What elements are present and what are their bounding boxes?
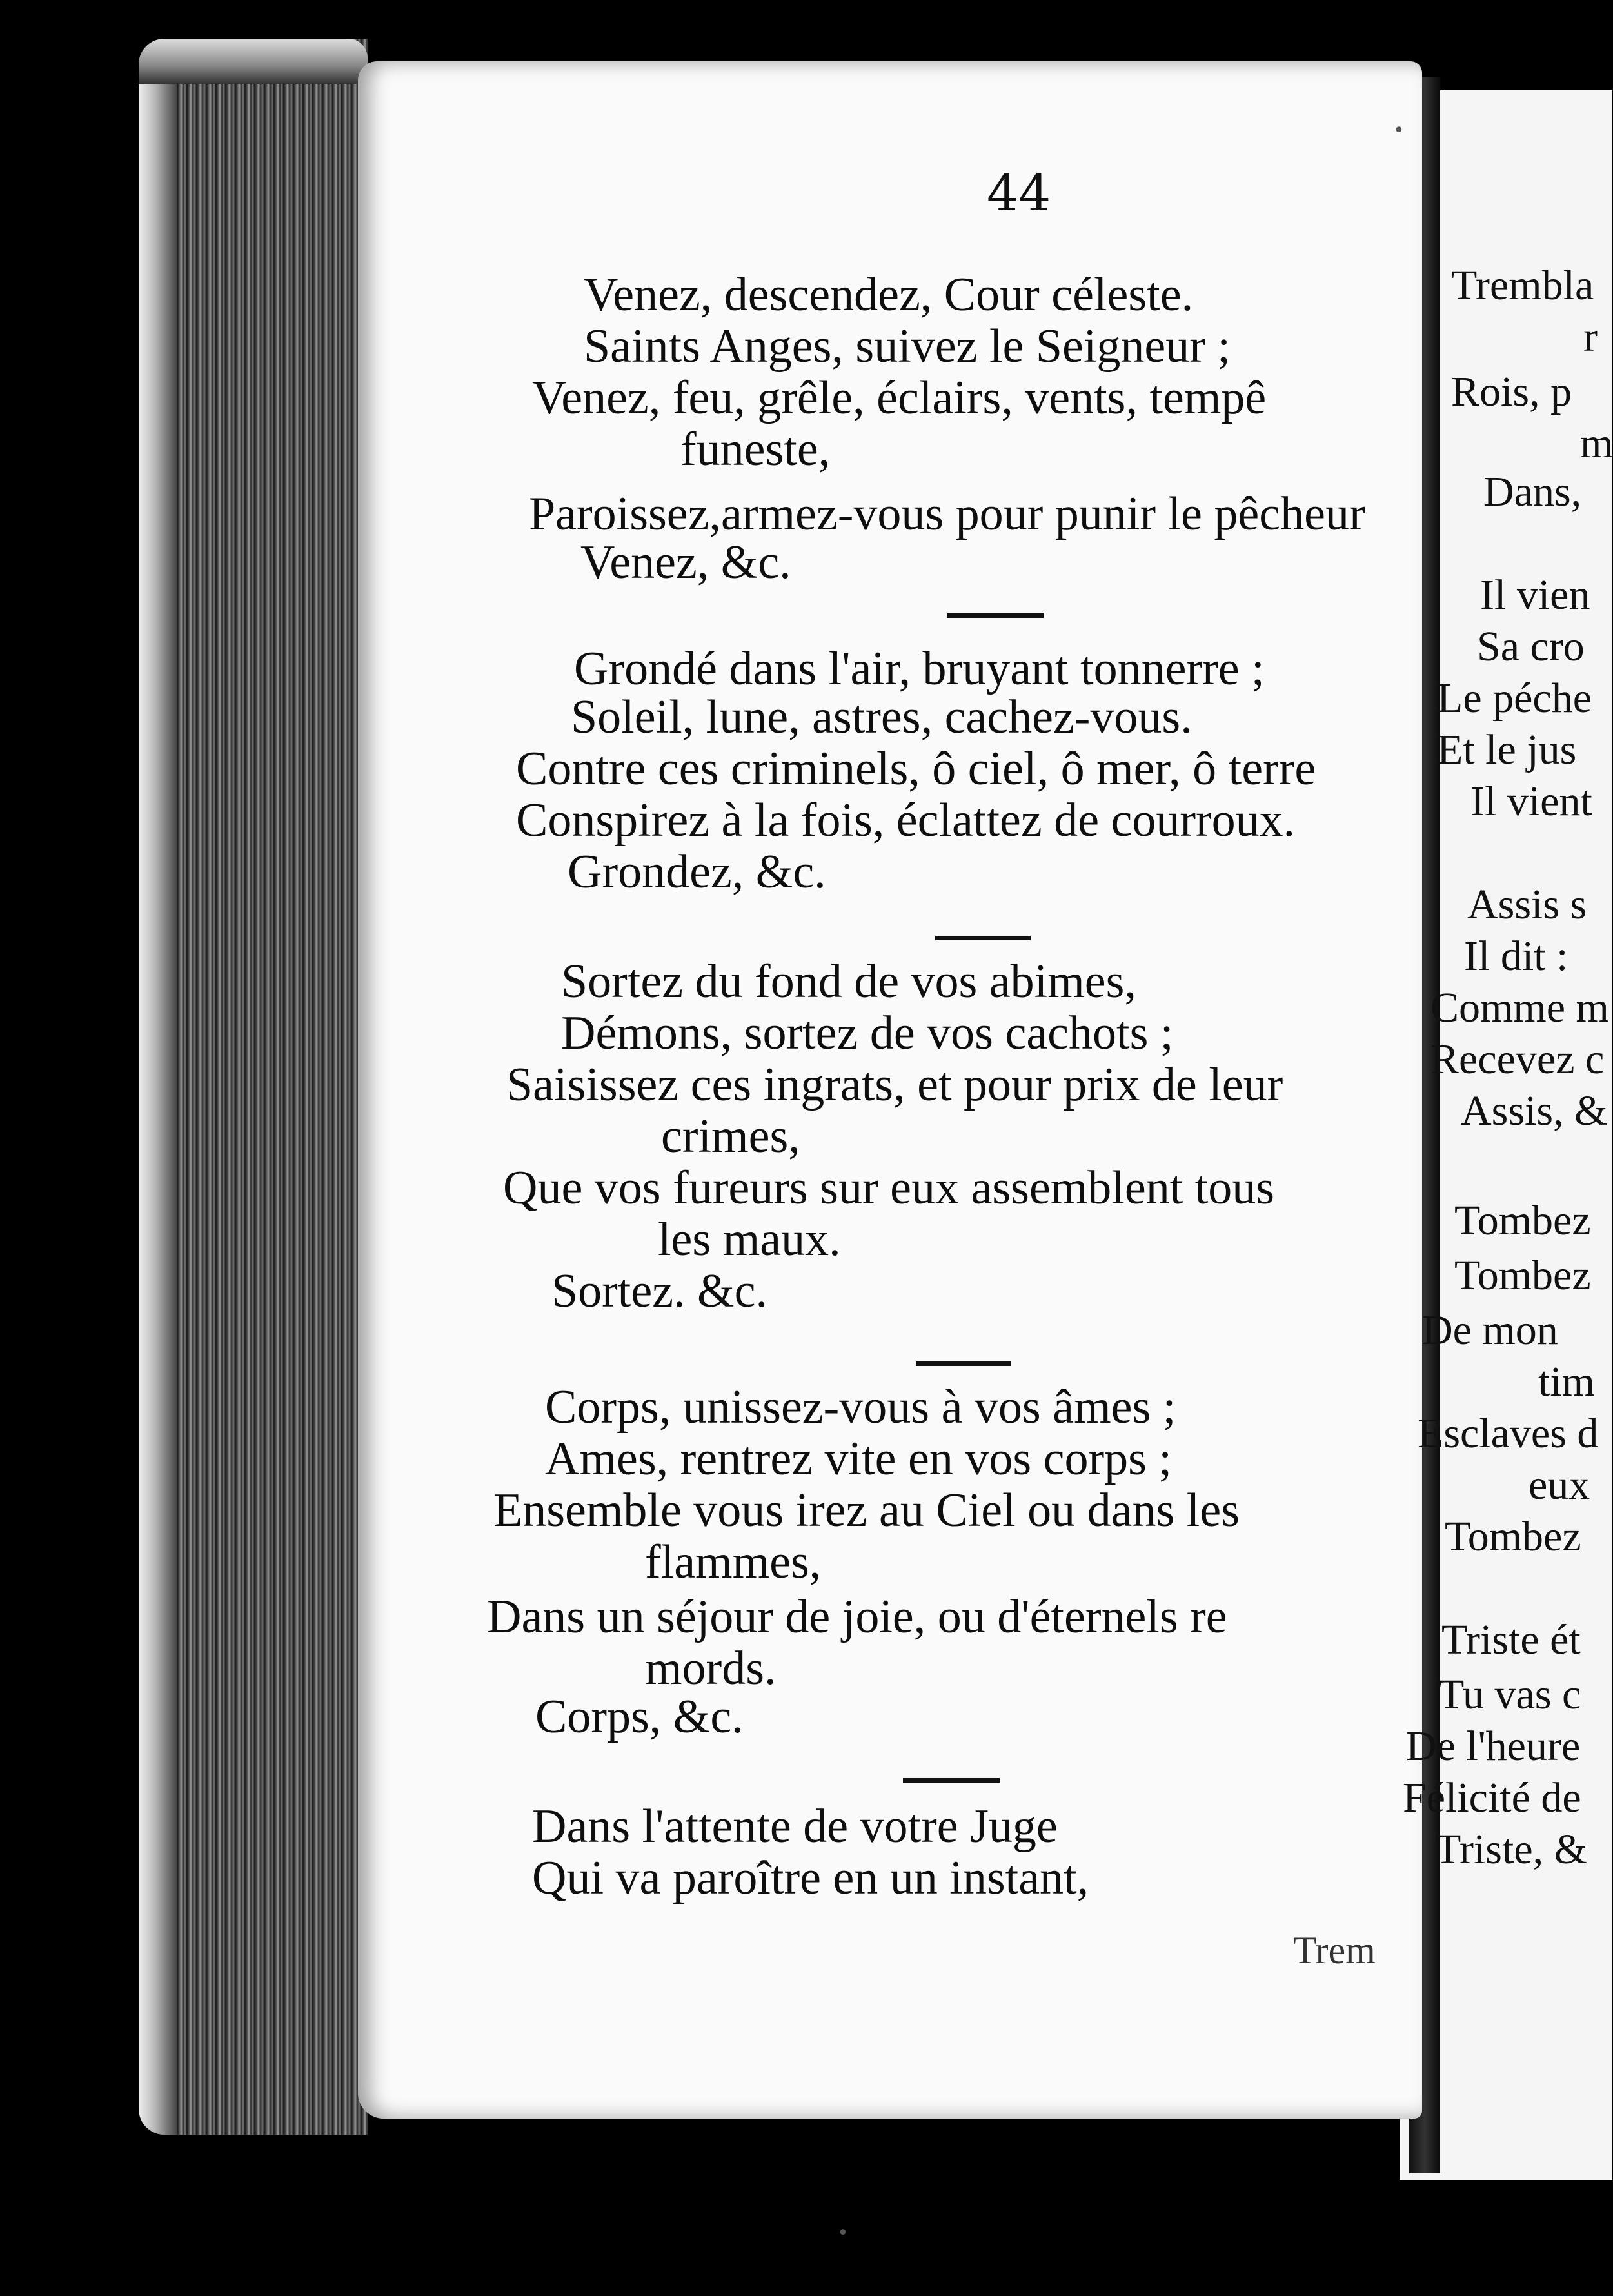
stanza-rule (916, 1361, 1011, 1366)
verse-line: Qui va paroître en un instant, (532, 1852, 1089, 1905)
verse-line: crimes, (661, 1110, 800, 1163)
verse-line: Ensemble vous irez au Ciel ou dans les (493, 1484, 1240, 1537)
stanza-rule (903, 1778, 1000, 1783)
verse-line: Saints Anges, suivez le Seigneur ; (584, 320, 1231, 373)
verse-line: Paroissez,armez-vous pour punir le pêcheur (529, 488, 1365, 540)
page-number: 44 (987, 164, 1051, 223)
verse-fragment: Félicité de (1403, 1774, 1581, 1821)
verse-line: Venez, feu, grêle, éclairs, vents, tempê (532, 371, 1267, 424)
verse-fragment: Tombez (1445, 1513, 1581, 1560)
verse-fragment: Il dit : (1464, 933, 1568, 980)
verse-fragment: De mon (1422, 1307, 1558, 1354)
page-fore-edge-top (139, 39, 368, 84)
verse-line: Venez, descendez, Cour céleste. (584, 268, 1194, 321)
verse-fragment: Comme m (1430, 984, 1609, 1031)
verse-fragment: Trembla (1451, 262, 1594, 309)
verse-fragment: Tombez (1454, 1252, 1591, 1299)
verse-fragment: Le péche (1437, 675, 1592, 722)
stanza-rule (935, 936, 1031, 940)
verse-fragment: eux (1529, 1461, 1590, 1509)
verse-line: Dans l'attente de votre Juge (532, 1800, 1058, 1853)
verse-line: Venez, &c. (580, 536, 791, 589)
verse-line: Démons, sortez de vos cachots ; (561, 1007, 1174, 1060)
verse-line: Grondé dans l'air, bruyant tonnerre ; (574, 642, 1265, 695)
verse-fragment: tim (1538, 1358, 1596, 1405)
verse-fragment: Triste, & (1435, 1826, 1587, 1873)
verse-fragment: Tu vas c (1438, 1671, 1581, 1718)
verse-fragment: Assis s (1467, 881, 1587, 928)
verse-line: Corps, &c. (535, 1690, 744, 1743)
verse-line: Conspirez à la fois, éclattez de courroux. (516, 794, 1296, 847)
verse-line: mords. (645, 1642, 777, 1695)
verse-fragment: Rois, p (1451, 368, 1572, 415)
scan-speck: • (837, 2222, 849, 2244)
verse-fragment: m (1580, 420, 1613, 467)
verse-fragment: Il vien (1480, 571, 1590, 619)
verse-fragment: Recevez c (1430, 1036, 1605, 1083)
catchword: Trem (1293, 1929, 1376, 1972)
verse-line: Soleil, lune, astres, cachez-vous. (571, 691, 1192, 744)
verse-fragment: Dans, (1483, 468, 1582, 515)
scan-speck: • (1393, 119, 1405, 142)
verse-line: Dans un séjour de joie, ou d'éternels re (487, 1590, 1227, 1643)
verse-fragment: r (1583, 313, 1598, 361)
verse-line: funeste, (680, 423, 831, 476)
verse-fragment: Esclaves d (1418, 1410, 1599, 1457)
verse-fragment: Et le jus (1437, 726, 1577, 773)
stanza-rule (947, 613, 1044, 618)
verse-fragment: Il vient (1470, 778, 1592, 825)
verse-line: Corps, unissez-vous à vos âmes ; (545, 1381, 1176, 1434)
verse-line: Sortez du fond de vos abimes, (561, 955, 1136, 1008)
verse-fragment: Assis, & (1461, 1087, 1608, 1134)
verse-line: Ames, rentrez vite en vos corps ; (545, 1432, 1172, 1485)
verse-fragment: Triste ét (1441, 1616, 1581, 1663)
verse-line: Saisissez ces ingrats, et pour prix de leur (506, 1058, 1283, 1111)
verse-fragment: Sa cro (1477, 623, 1585, 670)
verse-line: flammes, (645, 1536, 822, 1588)
book-cover-edge (139, 39, 177, 2135)
verse-line: Que vos fureurs sur eux assemblent tous (503, 1162, 1275, 1214)
verse-line: Sortez. &c. (551, 1265, 767, 1318)
verse-line: les maux. (658, 1213, 841, 1266)
verse-fragment: De l'heure (1406, 1723, 1581, 1770)
verse-fragment: Tombez (1454, 1197, 1591, 1244)
verse-line: Grondez, &c. (568, 846, 826, 898)
verse-line: Contre ces criminels, ô ciel, ô mer, ô terre (516, 742, 1316, 795)
